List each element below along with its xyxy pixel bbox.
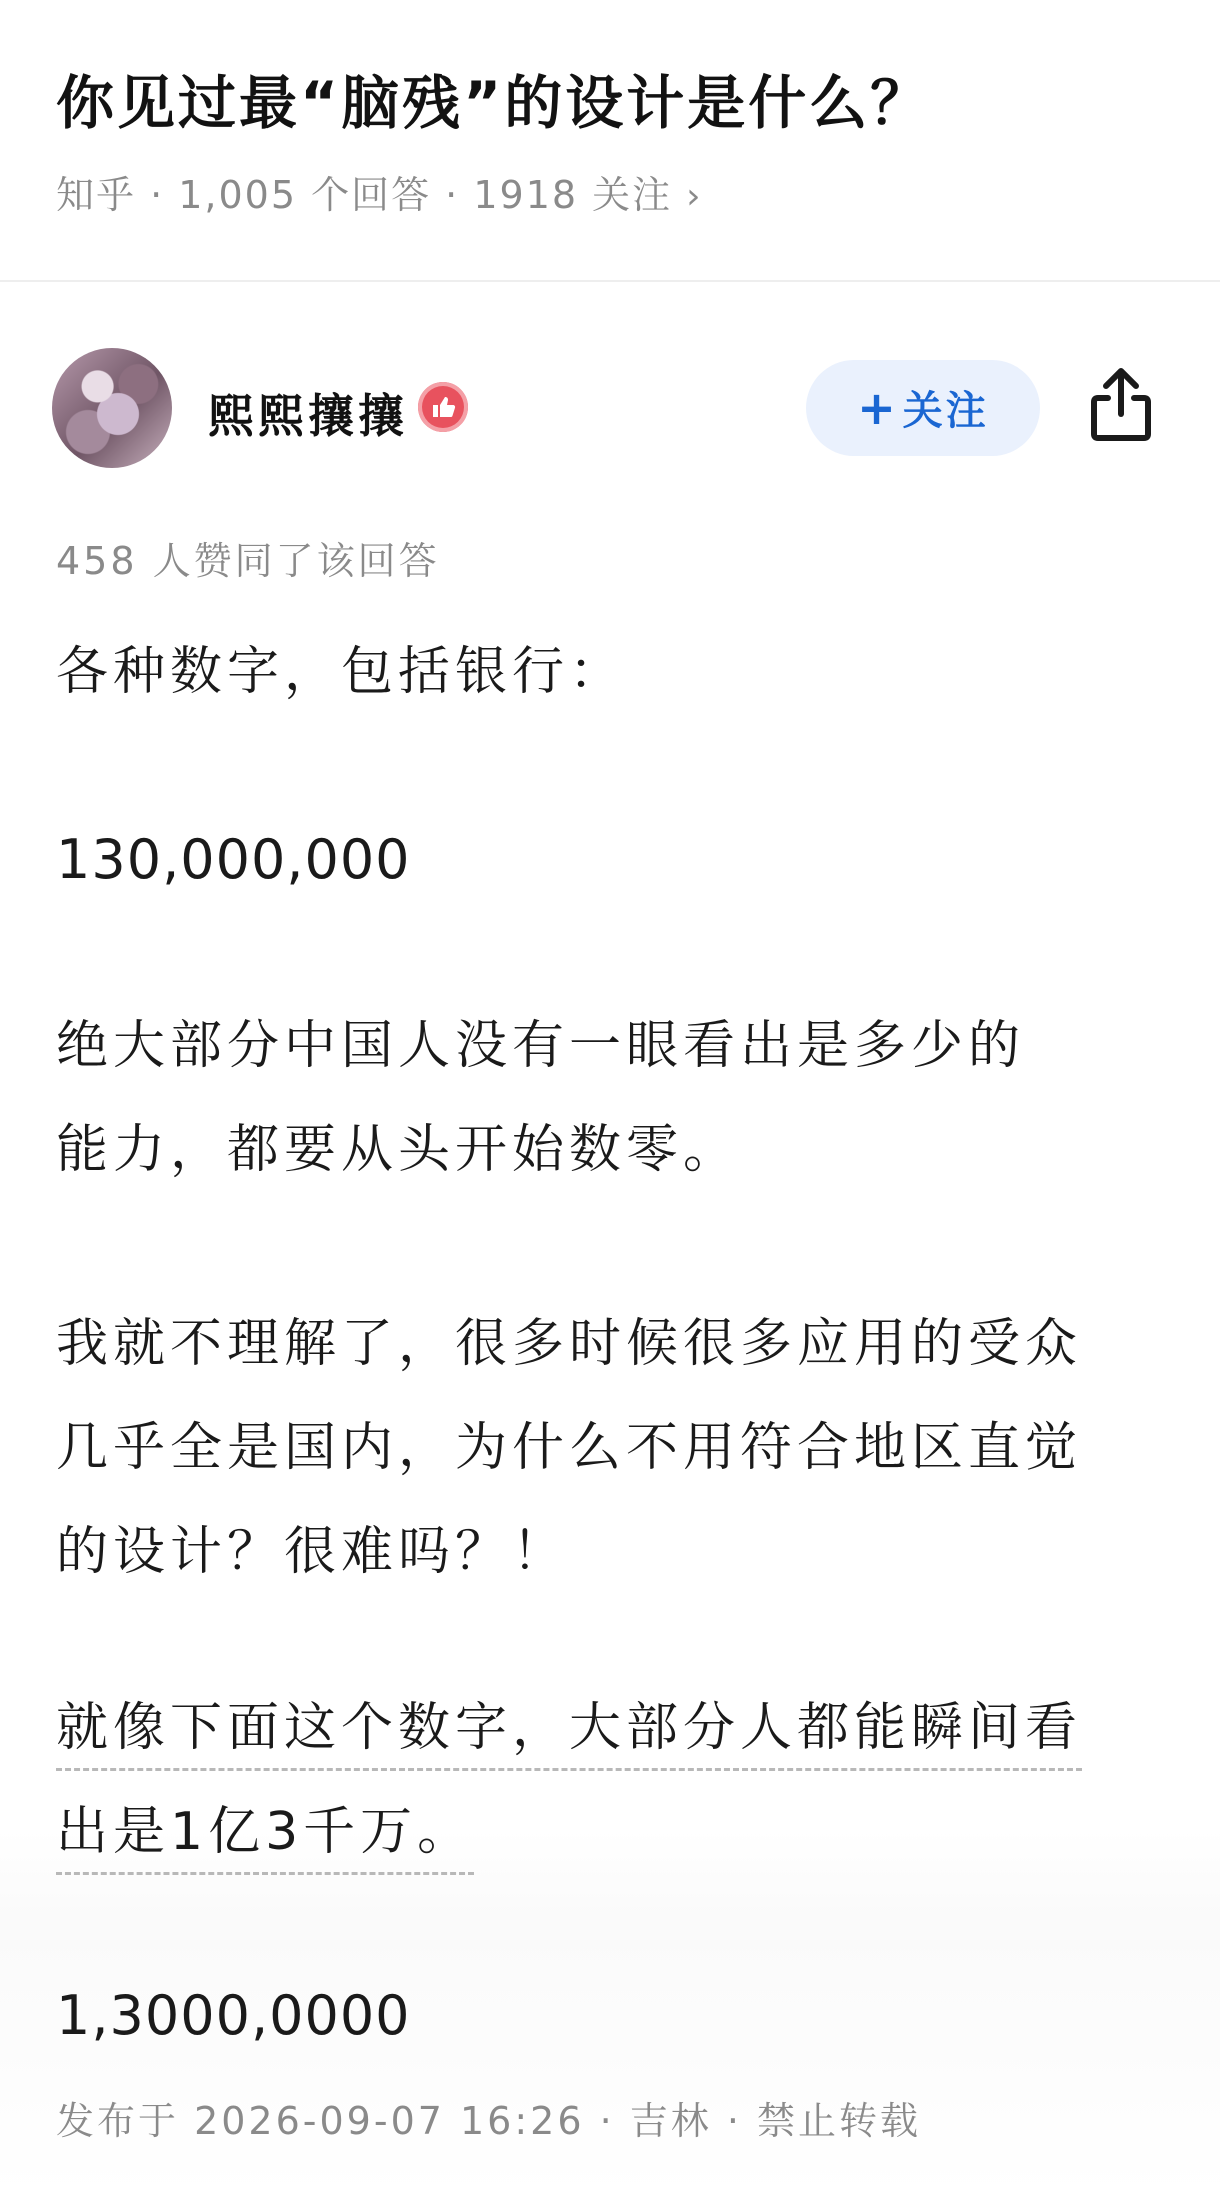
paragraph-line: 能力，都要从头开始数零。 bbox=[56, 1120, 741, 1180]
number-example-western: 130,000,000 bbox=[56, 828, 411, 891]
share-icon[interactable] bbox=[1086, 364, 1156, 444]
author-row bbox=[0, 340, 1220, 480]
thumbs-up-badge-icon bbox=[418, 382, 468, 432]
plus-icon: + bbox=[857, 381, 899, 435]
question-title[interactable]: 你见过最“脑残”的设计是什么？ bbox=[56, 69, 932, 137]
chevron-right-icon: › bbox=[686, 176, 703, 217]
follow-button[interactable] bbox=[806, 360, 1040, 456]
publish-info: 发布于 2026-09-07 16:26 · 吉林 · 禁止转载 bbox=[56, 2099, 921, 2143]
question-meta[interactable] bbox=[56, 164, 703, 219]
paragraph-line: 的设计？很难吗？！ bbox=[56, 1522, 570, 1582]
answer-paragraph bbox=[56, 994, 1025, 1202]
answer-paragraph: 各种数字，包括银行： bbox=[56, 642, 627, 702]
paragraph-line: 我就不理解了，很多时候很多应用的受众 bbox=[56, 1314, 1083, 1374]
question-header[interactable] bbox=[0, 0, 1220, 282]
paragraph-line: 几乎全是国内，为什么不用符合地区直觉 bbox=[56, 1418, 1083, 1478]
question-stats: 知乎 · 1,005 个回答 · 1918 关注 bbox=[56, 173, 673, 217]
answer-paragraph bbox=[56, 1292, 1082, 1604]
avatar[interactable] bbox=[52, 348, 172, 468]
number-example-chinese: 1,3000,0000 bbox=[56, 1984, 411, 2047]
underlined-text[interactable]: 出是1亿3千万。 bbox=[56, 1802, 474, 1875]
divider bbox=[0, 280, 1220, 282]
answer-paragraph-underlined[interactable] bbox=[56, 1676, 1082, 1884]
follow-label: 关注 bbox=[902, 388, 989, 434]
vote-count: 458 人赞同了该回答 bbox=[56, 539, 440, 583]
author-name[interactable]: 熙熙攘攘 bbox=[208, 389, 408, 443]
underlined-text[interactable]: 就像下面这个数字，大部分人都能瞬间看 bbox=[56, 1698, 1082, 1771]
paragraph-line: 绝大部分中国人没有一眼看出是多少的 bbox=[56, 1016, 1026, 1076]
